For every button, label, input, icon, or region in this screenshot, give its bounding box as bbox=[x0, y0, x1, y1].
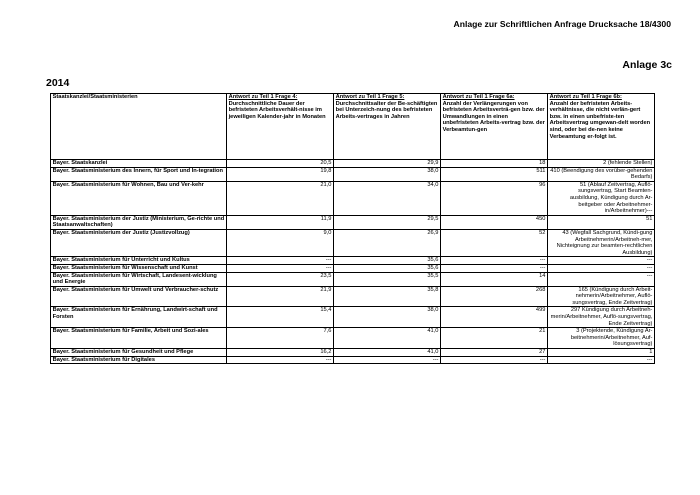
q6b-cell: 2 (fehlende Stellen) bbox=[548, 160, 655, 168]
q5-cell: 35,5 bbox=[334, 272, 441, 286]
table-row bbox=[51, 160, 655, 168]
table-row bbox=[51, 257, 655, 265]
ministry-cell: Bayer. Staatsministerium der Justiz (Justizvollzug) bbox=[51, 229, 227, 256]
q4-cell: 23,5 bbox=[227, 272, 334, 286]
ministry-cell: Bayer. Staatsministerium für Wissenschaft und Kunst bbox=[51, 264, 227, 272]
ministry-cell: Bayer. Staatsministerium des Innern, für Sport und In-tegration bbox=[51, 167, 227, 181]
q5-cell: 34,0 bbox=[334, 181, 441, 215]
q6a-cell: 499 bbox=[441, 307, 548, 328]
ministry-cell: Bayer. Staatsministerium für Familie, Arbeit und Sozi-ales bbox=[51, 328, 227, 349]
ministry-cell: Bayer. Staatskanzlei bbox=[51, 160, 227, 168]
q5-cell: 41,0 bbox=[334, 349, 441, 357]
q5-cell: 35,6 bbox=[334, 264, 441, 272]
q4-cell: 9,0 bbox=[227, 229, 334, 256]
attachment-label: Anlage 3c bbox=[622, 59, 672, 71]
document-header: Anlage zur Schriftlichen Anfrage Drucksache 18/4300 bbox=[453, 19, 671, 29]
q6a-cell: --- bbox=[441, 356, 548, 364]
ministry-cell: Bayer. Staatsministerium für Digitales bbox=[51, 356, 227, 364]
table-row bbox=[51, 215, 655, 229]
ministry-cell: Bayer. Staatsministerium für Unterricht und Kultus bbox=[51, 257, 227, 265]
q6a-cell: 450 bbox=[441, 215, 548, 229]
q6b-cell: 297 Kündigung durch Arbeitneh-merin/Arbeitnehmer, Auflö-sungsvertrag, Ende Zeitvertrag) bbox=[548, 307, 655, 328]
q4-cell: 16,2 bbox=[227, 349, 334, 357]
table-row bbox=[51, 356, 655, 364]
q6a-cell: 21 bbox=[441, 328, 548, 349]
q6b-cell: --- bbox=[548, 257, 655, 265]
q4-cell: 20,5 bbox=[227, 160, 334, 168]
q5-cell: --- bbox=[334, 356, 441, 364]
q6b-cell: --- bbox=[548, 272, 655, 286]
year-heading: 2014 bbox=[46, 77, 70, 89]
ministry-cell: Bayer. Staatsministerium für Ernährung, Landwirt-schaft und Forsten bbox=[51, 307, 227, 328]
ministry-cell: Bayer. Staatsministerium für Wohnen, Bau und Ver-kehr bbox=[51, 181, 227, 215]
q4-cell: 15,4 bbox=[227, 307, 334, 328]
table-row bbox=[51, 264, 655, 272]
table-row bbox=[51, 229, 655, 256]
q6b-cell: 51 (Ablauf Zeitvertrag, Auflö-sungsvertrag, Start Beamten-ausbildung, Kündigung durch Ar-beitgeber oder Arbeitnehmer-in/Arbeitnehmer)--- bbox=[548, 181, 655, 215]
q6b-cell: --- bbox=[548, 264, 655, 272]
column-header-q5: Antwort zu Teil 1 Frage 5: Durchschnittsalter der Be-schäftigten bei Unterzeich-nung des befristeten Arbeits-vertrages in Jahren bbox=[334, 94, 441, 160]
data-table bbox=[50, 93, 655, 364]
q4-cell: 7,6 bbox=[227, 328, 334, 349]
q4-cell: 19,8 bbox=[227, 167, 334, 181]
column-header-q4: Antwort zu Teil 1 Frage 4: Durchschnittliche Dauer der befristeten Arbeitsverhält-nisse im jeweiligen Kalender-jahr in Monaten bbox=[227, 94, 334, 160]
q6b-cell: 43 (Wegfall Sachgrund, Kündi-gung Arbeitnehmerin/Arbeitneh-mer, Nichteignung zur beamten-rechtlichen Ausbildung) bbox=[548, 229, 655, 256]
ministry-cell: Bayer. Staatsministerium für Gesundheit und Pflege bbox=[51, 349, 227, 357]
q5-cell: 38,0 bbox=[334, 307, 441, 328]
column-header-q6b: Antwort zu Teil 1 Frage 6b: Anzahl der befristeten Arbeits-verhältnisse, die nicht verlän-gert bzw. in einen unbefriste-ten Arbeitsvertrag umgewan-delt worden sind, oder bei de-nen keine Verbeamtung er-folgt ist. bbox=[548, 94, 655, 160]
column-header-ministry: Staatskanzlei/Staatsministerien bbox=[51, 94, 227, 160]
q6a-cell: 18 bbox=[441, 160, 548, 168]
table-row bbox=[51, 286, 655, 307]
q6a-cell: --- bbox=[441, 264, 548, 272]
q6a-cell: 96 bbox=[441, 181, 548, 215]
ministry-cell: Bayer. Staatsministerium für Umwelt und Verbraucher-schutz bbox=[51, 286, 227, 307]
q6b-cell: 1 bbox=[548, 349, 655, 357]
q4-cell: 21,9 bbox=[227, 286, 334, 307]
q6a-cell: 52 bbox=[441, 229, 548, 256]
q5-cell: 35,8 bbox=[334, 286, 441, 307]
table-row bbox=[51, 272, 655, 286]
q5-cell: 26,9 bbox=[334, 229, 441, 256]
q6b-cell: --- bbox=[548, 356, 655, 364]
q6a-cell: 268 bbox=[441, 286, 548, 307]
q6a-cell: 27 bbox=[441, 349, 548, 357]
q5-cell: 38,0 bbox=[334, 167, 441, 181]
q6b-cell: 3 (Projektende, Kündigung Ar-beitnehmerin/Arbeitnehmer, Auf-lösungsvertrag) bbox=[548, 328, 655, 349]
q5-cell: 35,6 bbox=[334, 257, 441, 265]
q6b-cell: 165 (Kündigung durch Arbeit-nehmerin/Arbeitnehmer, Auflö-sungsvertrag, Ende Zeitvertrag) bbox=[548, 286, 655, 307]
q4-cell: 21,0 bbox=[227, 181, 334, 215]
table-row bbox=[51, 167, 655, 181]
ministry-cell: Bayer. Staatsministerium der Justiz (Ministerium, Ge-richte und Staatsanwaltschaften) bbox=[51, 215, 227, 229]
table-header-row bbox=[51, 94, 655, 160]
q4-cell: --- bbox=[227, 257, 334, 265]
q6a-cell: --- bbox=[441, 257, 548, 265]
q4-cell: --- bbox=[227, 264, 334, 272]
table-row bbox=[51, 181, 655, 215]
table-row bbox=[51, 349, 655, 357]
q6b-cell: 410 (Beendigung des vorüber-gehenden Bedarfs) bbox=[548, 167, 655, 181]
q5-cell: 29,9 bbox=[334, 160, 441, 168]
ministry-cell: Bayer. Staatsministerium für Wirtschaft, Landesent-wicklung und Energie bbox=[51, 272, 227, 286]
q5-cell: 29,5 bbox=[334, 215, 441, 229]
q6a-cell: 14 bbox=[441, 272, 548, 286]
q6a-cell: 511 bbox=[441, 167, 548, 181]
q6b-cell: 51 bbox=[548, 215, 655, 229]
q4-cell: 11,9 bbox=[227, 215, 334, 229]
q4-cell: --- bbox=[227, 356, 334, 364]
table-row bbox=[51, 328, 655, 349]
q5-cell: 41,0 bbox=[334, 328, 441, 349]
column-header-q6a: Antwort zu Teil 1 Frage 6a: Anzahl der Verlängerungen von befristeten Arbeitsverträ-gen bzw. der Umwandlungen in einen unbefristeten Arbeits-vertrag bzw. der Verbeamtun-gen bbox=[441, 94, 548, 160]
table-row bbox=[51, 307, 655, 328]
